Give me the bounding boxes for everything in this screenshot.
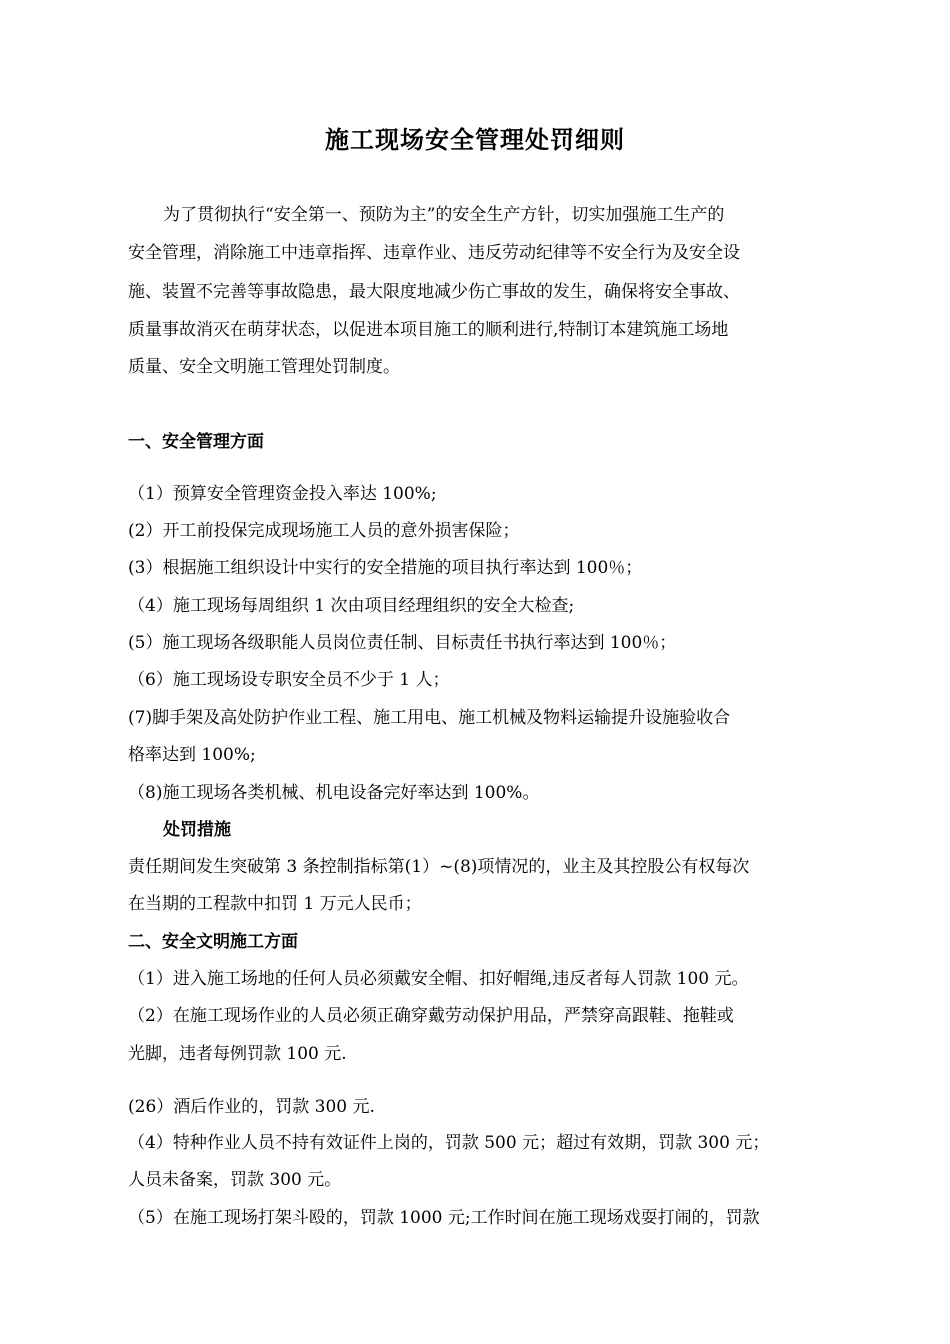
penalty-line: 在当期的工程款中扣罚 1 万元人民币；	[128, 894, 422, 914]
intro-line: 质量事故消灭在萌芽状态，以促进本项目施工的顺利进行,特制订本建筑施工场地	[128, 320, 729, 340]
document-title: 施工现场安全管理处罚细则	[325, 125, 625, 154]
list-item: （5）在施工现场打架斗殴的，罚款 1000 元;工作时间在施工现场戏耍打闹的，罚款	[128, 1208, 760, 1228]
intro-line: 质量、安全文明施工管理处罚制度。	[128, 357, 400, 377]
list-item: (3）根据施工组织设计中实行的安全措施的项目执行率达到 100％；	[128, 558, 643, 578]
list-item: （6）施工现场设专职安全员不少于 1 人；	[128, 670, 450, 690]
penalty-line: 责任期间发生突破第 3 条控制指标第(1）~(8)项情况的，业主及其控股公有权每次	[128, 857, 750, 877]
list-item: （8)施工现场各类机械、机电设备完好率达到 100%。	[128, 783, 540, 803]
section-heading: 二、安全文明施工方面	[128, 932, 298, 952]
intro-line: 安全管理，消除施工中违章指挥、违章作业、违反劳动纪律等不安全行为及安全设	[128, 243, 740, 263]
list-item: （4）特种作业人员不持有效证件上岗的，罚款 500 元；超过有效期，罚款 300 元；	[128, 1133, 770, 1153]
section-heading: 一、安全管理方面	[128, 432, 264, 452]
penalty-heading: 处罚措施	[163, 820, 231, 840]
intro-line: 施、装置不完善等事故隐患，最大限度地减少伤亡事故的发生，确保将安全事故、	[128, 282, 740, 302]
list-item: （1）进入施工场地的任何人员必须戴安全帽、扣好帽绳,违反者每人罚款 100 元。	[128, 969, 749, 989]
list-item: (5）施工现场各级职能人员岗位责任制、目标责任书执行率达到 100％；	[128, 633, 677, 653]
list-item: (2）开工前投保完成现场施工人员的意外损害保险；	[128, 521, 520, 541]
intro-line: 为了贯彻执行“安全第一、预防为主”的安全生产方针，切实加强施工生产的	[163, 205, 725, 225]
list-item: 格率达到 100%;	[128, 745, 256, 765]
list-item: （1）预算安全管理资金投入率达 100%;	[128, 484, 437, 504]
list-item: （4）施工现场每周组织 1 次由项目经理组织的安全大检查;	[128, 596, 575, 616]
list-item: （2）在施工现场作业的人员必须正确穿戴劳动保护用品，严禁穿高跟鞋、拖鞋或	[128, 1006, 734, 1026]
list-item: 人员未备案，罚款 300 元。	[128, 1170, 342, 1190]
list-item: 光脚，违者每例罚款 100 元.	[128, 1044, 347, 1064]
list-item: (26）酒后作业的，罚款 300 元.	[128, 1097, 375, 1117]
list-item: (7)脚手架及高处防护作业工程、施工用电、施工机械及物料运输提升设施验收合	[128, 708, 731, 728]
